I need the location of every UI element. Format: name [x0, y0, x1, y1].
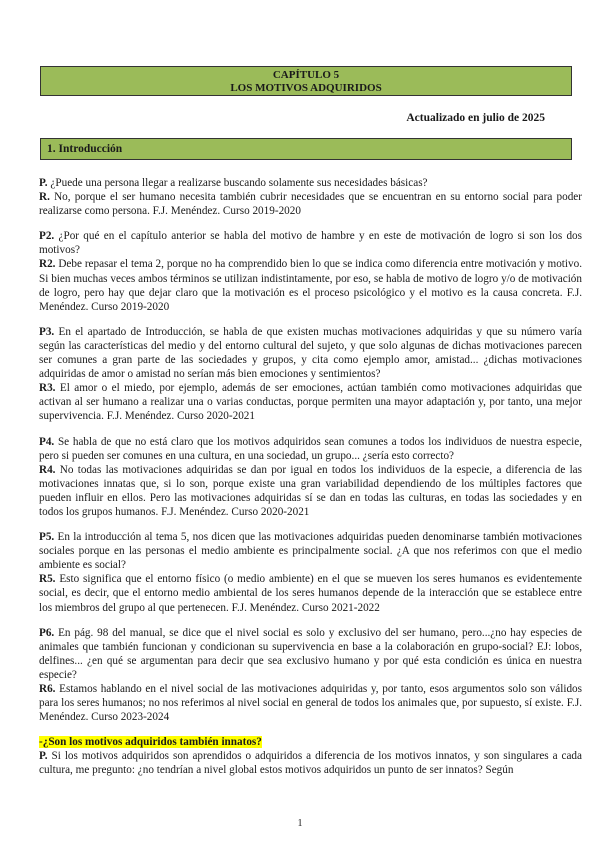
page-number: 1 [297, 818, 303, 829]
answer-text: No, porque el ser humano necesita también cubrir necesidades que se encuentran en su entorno social para poder realizarse como persona. F.J. Menéndez. Curso 2019-2020 [39, 191, 582, 218]
qa-block-5 [39, 530, 582, 615]
section-heading: 1. Introducción [40, 138, 572, 160]
answer-label: R2. [39, 258, 56, 271]
qa-content [39, 176, 582, 778]
qa-block-6 [39, 626, 582, 725]
chapter-title-box [40, 66, 572, 96]
chapter-number: CAPÍTULO 5 [272, 69, 340, 81]
question-text: ¿Puede una persona llegar a realizarse buscando solamente sus necesidades básicas? [47, 177, 428, 189]
question-label: P. [39, 177, 48, 189]
question-text: ¿Por qué en el capítulo anterior se habla del motivo de hambre y en este de motivación de logro si son los dos motivos? [39, 230, 582, 257]
question-text: En la introducción al tema 5, nos dicen que las motivaciones adquiridas pueden denominarse también motivaciones sociales porque en las personas el medio ambiente es principalmente social. ¿A que nos referimos con que el medio ambiente es social? [39, 531, 582, 572]
answer-text: Esto significa que el entorno físico (o medio ambiente) en el que se mueven los seres humanos es evidentemente social, es decir, que el entorno medio ambiental de los seres humanos depende de la interacción que se establece entre los miembros del grupo al que pertenecen. F.J. Menéndez. Curso 2021-2022 [39, 573, 582, 614]
question-text: Si los motivos adquiridos son aprendidos o adquiridos a diferencia de los motivos innatos, y son singulares a cada cultura, me pregunto: ¿no tendrían a nivel global estos motivos adquiridos un punto de ser innatos? Según [39, 750, 582, 777]
chapter-title: LOS MOTIVOS ADQUIRIDOS [230, 82, 382, 94]
qa-block-3 [39, 325, 582, 424]
question-label: P. [39, 750, 48, 763]
qa-block-1 [39, 176, 582, 218]
highlight-block [39, 735, 582, 777]
question-label: P6. [39, 626, 55, 639]
answer-label: R4. [39, 463, 56, 476]
question-label: P2. [39, 230, 55, 243]
answer-label: R5. [39, 573, 56, 586]
answer-text: Estamos hablando en el nivel social de las motivaciones adquiridas y, por tanto, esos argumentos solo son válidos para los seres humanos; no nos referimos al nivel social en general de todos los animales que, por supuesto, sí existe. F.J. Menéndez. Curso 2023-2024 [39, 683, 582, 724]
qa-block-2 [39, 229, 582, 314]
answer-text: No todas las motivaciones adquiridas se dan por igual en todos los individuos de la especie, a diferencia de las motivaciones innatas que, si lo son, porque existe una gran variabilidad dependiendo de los múltiples factores que pueden influir en ellos. Pero las motivaciones adquiridas sí se dan en todas las culturas, en todas las sociedades y en todos los grupos humanos. F.J. Menéndez. Curso 2020-2021 [39, 463, 582, 518]
answer-text: El amor o el miedo, por ejemplo, además de ser emociones, actúan también como motivaciones adquiridas que activan al ser humano a realizar una o varias conductas, porque permiten una mayor adaptación y, por tanto, una mejor supervivencia. F.J. Menéndez. Curso 2020-2021 [39, 382, 582, 423]
question-text: Se habla de que no está claro que los motivos adquiridos sean comunes a todos los individuos de nuestra especie, pero si pueden ser comunes en una cultura, en una sociedad, un grupo... ¿sería esto correcto? [39, 435, 582, 462]
question-text: En el apartado de Introducción, se habla de que existen muchas motivaciones adquiridas y que su número varía según las características del medio y del entorno cultural del sujeto, y que solo algunas de dichas motivaciones parecen ser comunes a gran parte de las sociedades y grupos, y cita como ejemplo amor, amistad... ¿dichas motivaciones adquiridas de amor o amistad no serían más bien emociones y sentimientos? [39, 325, 582, 381]
answer-text: Debe repasar el tema 2, porque no ha comprendido bien lo que se indica como diferencia entre motivación y motivo. Si bien muchas veces ambos términos se utilizan indistintamente, por eso, se habla de motivo de logro y/o de motivación de logro, pero hay que dejar claro que la motivación es el proceso psicológico y el motivo es la causa concreta. F.J. Menéndez. Curso 2019-2020 [39, 258, 582, 313]
answer-label: R6. [39, 683, 56, 695]
answer-label: R. [39, 191, 50, 204]
answer-label: R3. [39, 382, 56, 395]
question-label: P3. [39, 325, 55, 338]
qa-block-4 [39, 435, 582, 520]
updated-date: Actualizado en julio de 2025 [406, 112, 545, 124]
question-label: P5. [39, 531, 55, 544]
question-label: P4. [39, 435, 55, 448]
question-text: En pág. 98 del manual, se dice que el nivel social es solo y exclusivo del ser humano, pero...¿no hay especies de animales que también funcionan y condicionan su supervivencia en base a la colaboración en grupo-social? EJ: lobos, delfines... ¿en qué se argumentan para decir que sea exclusivo humano y por qué esta condición es única en nuestra especie? [39, 626, 582, 681]
highlighted-heading: -¿Son los motivos adquiridos también innatos? [39, 736, 262, 749]
